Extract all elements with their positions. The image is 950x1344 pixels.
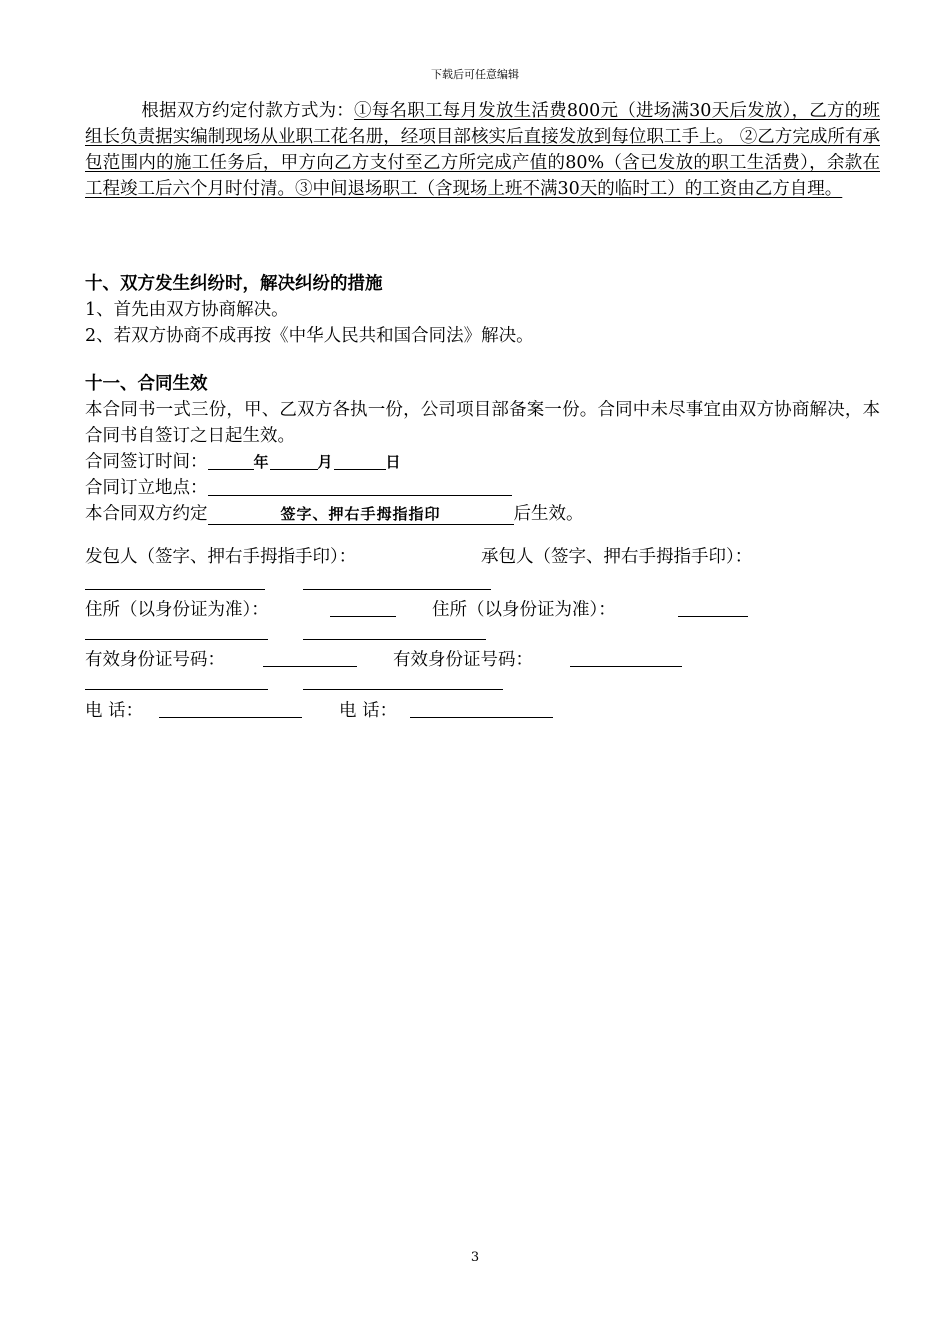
id-a-blank[interactable]: [263, 666, 357, 667]
residence-b-line-2[interactable]: [303, 639, 486, 640]
party-b-sign-line[interactable]: [303, 589, 491, 590]
day-blank[interactable]: [334, 451, 386, 470]
phone-b-label: 电 话：: [339, 701, 398, 721]
id-a-label: 有效身份证号码：: [85, 650, 225, 670]
sign-time-label: 合同签订时间：: [85, 452, 208, 472]
section-11-paragraph: 本合同书一式三份，甲、乙双方各执一份，公司项目部备案一份。合同中未尽事宜由双方协商解决，本合同书自签订之日起生效。: [85, 400, 880, 446]
section-11: [85, 371, 880, 527]
id-b-blank[interactable]: [570, 666, 682, 667]
payment-lead: 根据双方约定付款方式为：: [141, 101, 355, 121]
month-label: 月: [317, 453, 334, 471]
id-b-line-2[interactable]: [303, 689, 503, 690]
agree-suffix: 后生效。: [513, 504, 584, 524]
residence-b-label: 住所（以身份证为准）：: [432, 600, 616, 620]
residence-a-blank[interactable]: [330, 616, 396, 617]
section-11-title: 十一、合同生效: [85, 374, 208, 394]
page-header: 下载后可任意编辑: [431, 68, 519, 81]
section-10: [85, 271, 880, 349]
section-10-item-1: 1、首先由双方协商解决。: [85, 300, 289, 320]
agree-fill-field[interactable]: [208, 504, 514, 525]
section-10-item-2: 2、若双方协商不成再按《中华人民共和国合同法》解决。: [85, 326, 534, 346]
party-a-sign-line[interactable]: [85, 589, 265, 590]
year-label: 年: [253, 453, 270, 471]
year-blank[interactable]: [208, 451, 254, 470]
section-10-title: 十、双方发生纠纷时，解决纠纷的措施: [85, 274, 383, 294]
agree-prefix: 本合同双方约定: [85, 504, 208, 524]
month-blank[interactable]: [270, 451, 318, 470]
sign-time-line: [85, 449, 880, 475]
day-label: 日: [385, 453, 402, 471]
payment-paragraph: [85, 98, 880, 202]
residence-a-label: 住所（以身份证为准）：: [85, 600, 269, 620]
place-label: 合同订立地点：: [85, 478, 208, 498]
id-b-label: 有效身份证号码：: [393, 650, 533, 670]
residence-a-line-2[interactable]: [85, 639, 268, 640]
place-line: [85, 475, 880, 501]
residence-b-blank[interactable]: [678, 616, 748, 617]
page-number: 3: [470, 1250, 480, 1265]
phone-a-blank[interactable]: [159, 717, 302, 718]
agree-line: [85, 501, 880, 527]
place-blank[interactable]: [208, 477, 512, 496]
party-a-label: 发包人（签字、押右手拇指手印）：: [85, 547, 357, 567]
phone-a-label: 电 话：: [85, 701, 144, 721]
agree-fill-text: 签字、押右手拇指指印: [280, 505, 441, 523]
phone-b-blank[interactable]: [410, 717, 553, 718]
id-a-line-2[interactable]: [85, 689, 268, 690]
payment-terms: ①每名职工每月发放生活费800元（进场满30天后发放），乙方的班组长负责据实编制现场从业职工花名册，经项目部核实后直接发放到每位职工手上。 ②乙方完成所有承包范围内的施工任务后，甲方向乙方支付至乙方所完成产值的80%（含已发放的职工生活费），余款在工程竣工后六个月时付清。③中间退场职工（含现场上班不满30天的临时工）的工资由乙方自理。: [85, 101, 881, 199]
party-b-label: 承包人（签字、押右手拇指手印）：: [481, 547, 753, 567]
